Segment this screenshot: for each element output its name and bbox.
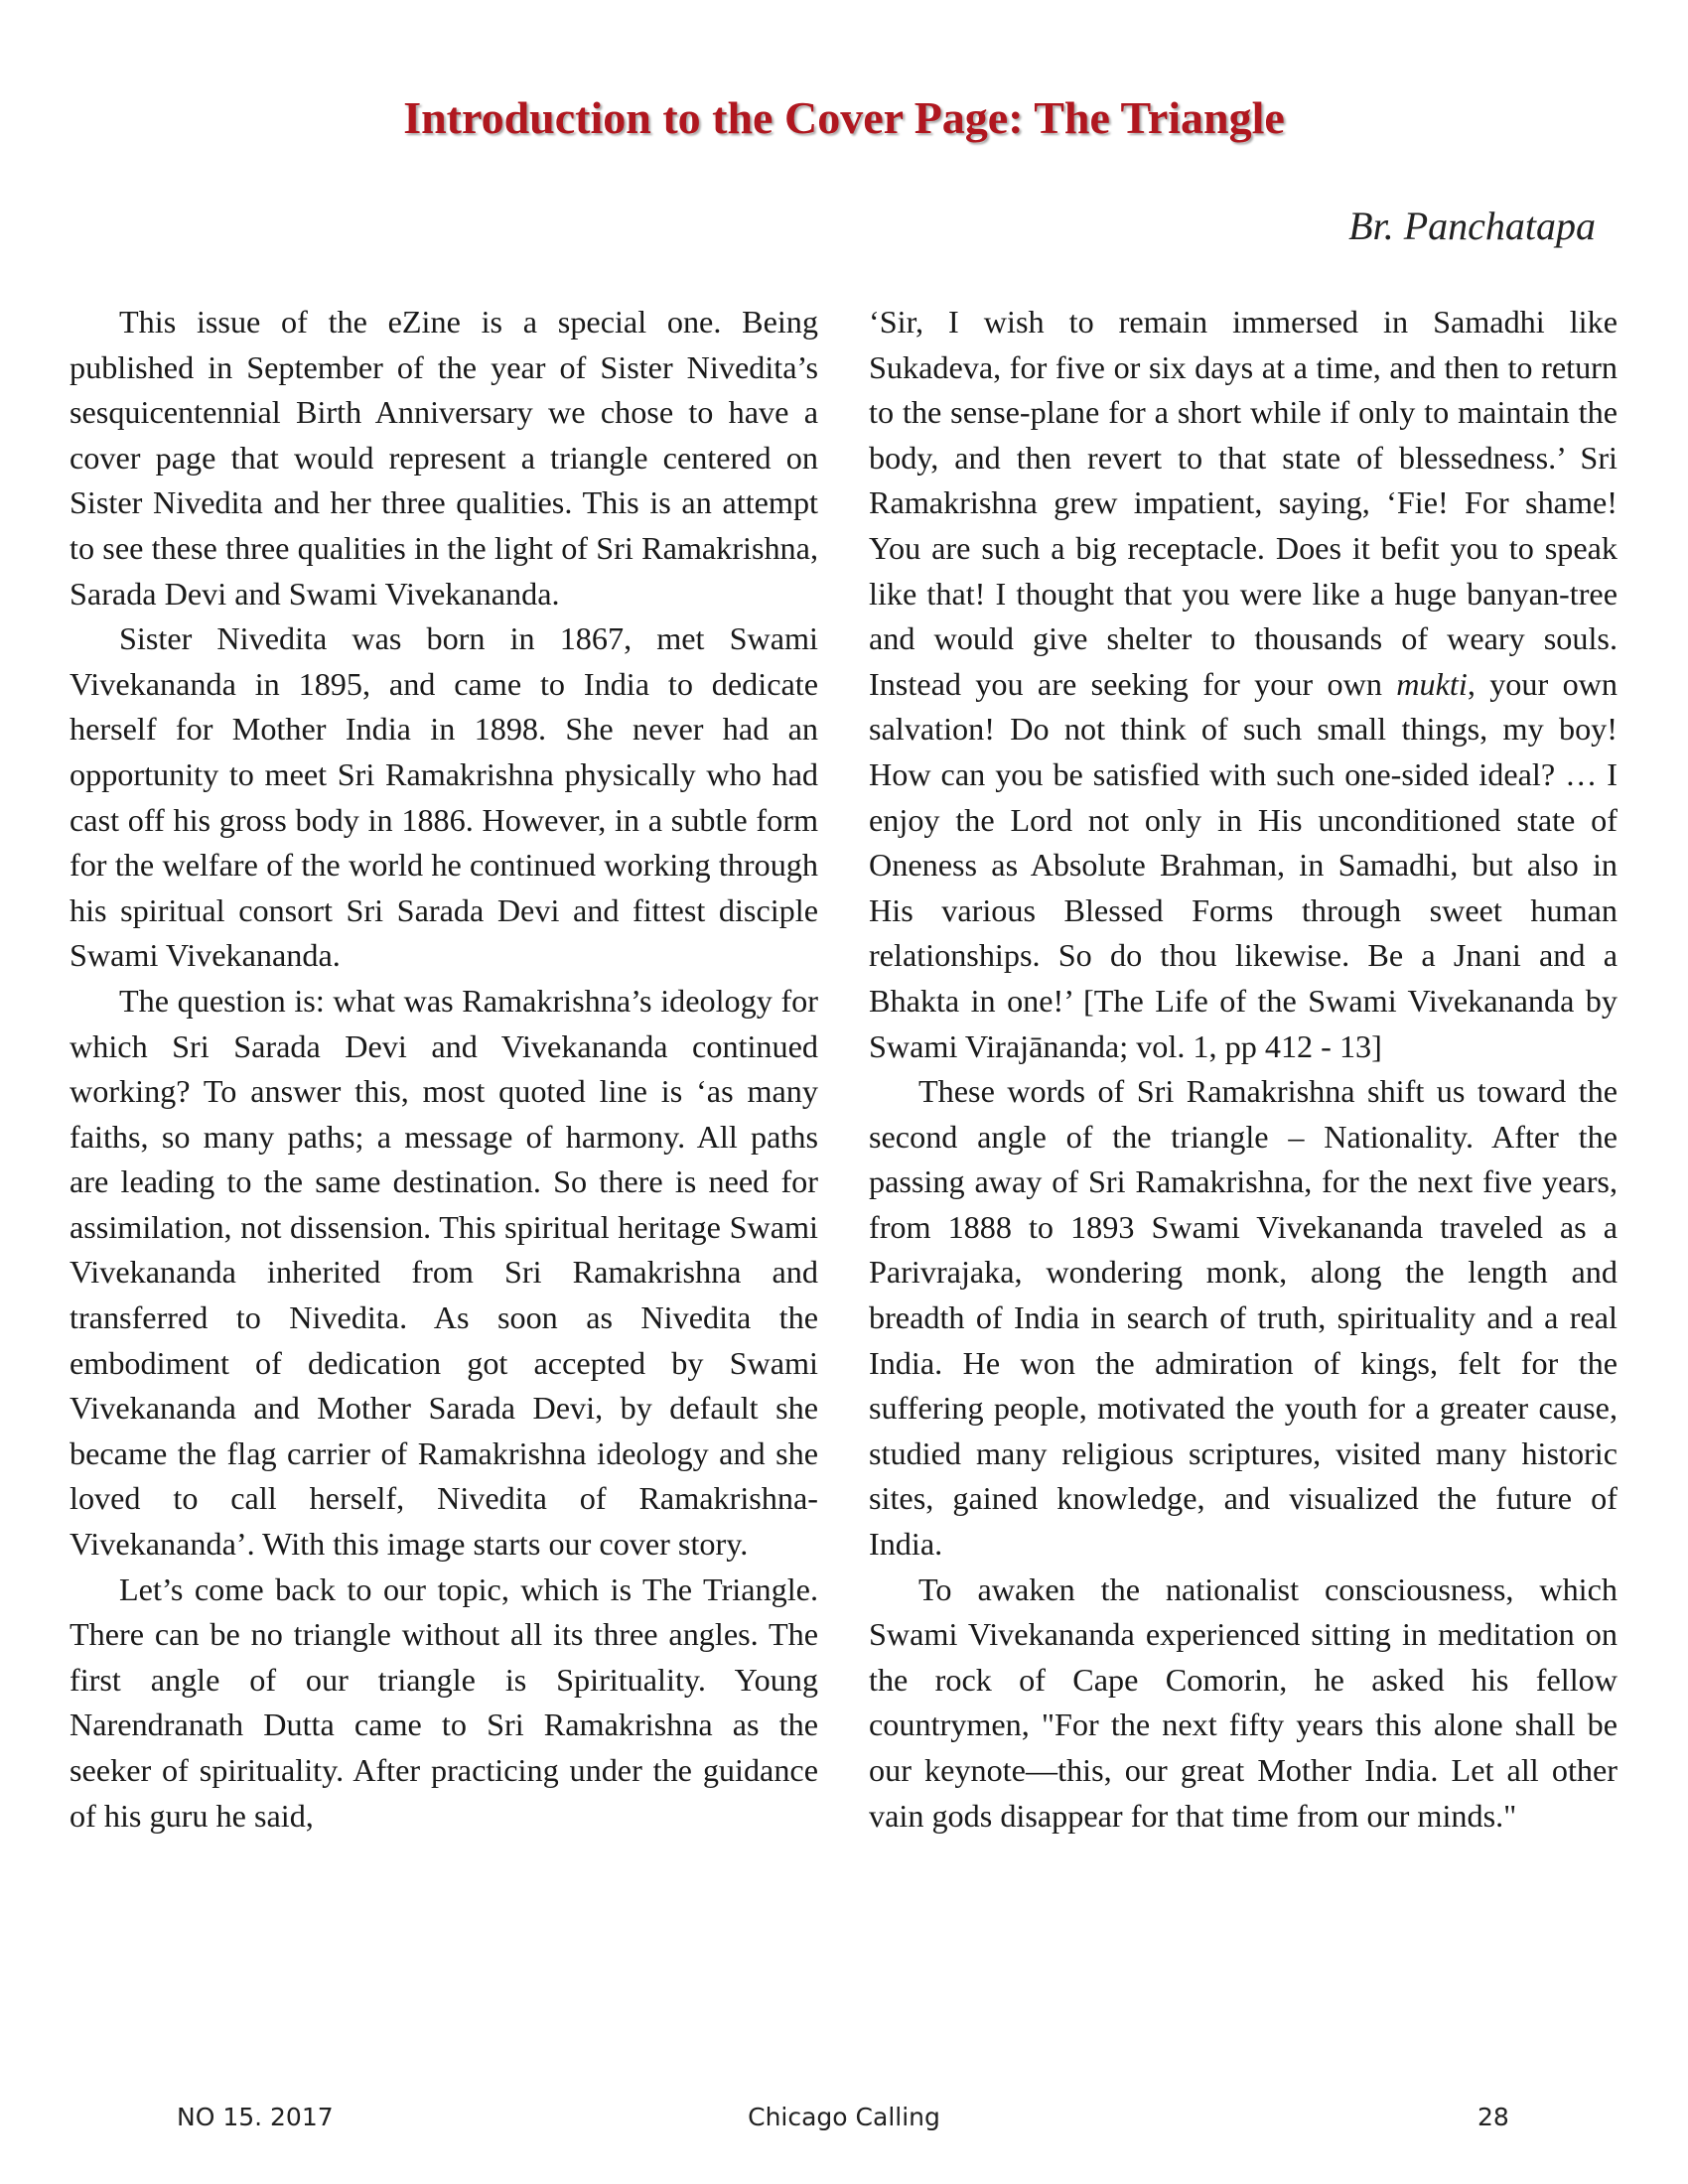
- paragraph: This issue of the eZine is a special one. Being published in September of the year of Sister Nivedita’s sesquicentennial Birth Anniversary we chose to have a cover page that would represent a triangle centered on Sister Nivedita and her three qualities. This is an attempt to see these three qualities in the light of Sri Ramakrishna, Sarada Devi and Swami Vivekananda.: [70, 304, 818, 612]
- page-title: Introduction to the Cover Page: The Triangle: [403, 92, 1285, 143]
- paragraph: These words of Sri Ramakrishna shift us toward the second angle of the triangle – Nationality. After the passing away of Sri Ramakrishna, for the next five years, from 1888 to 1893 Swami Vivekananda traveled as a Parivrajaka, wondering monk, along the length and breadth of India in search of truth, spirituality and a real India. He won the admiration of kings, felt for the suffering people, motivated the youth for a greater cause, studied many religious scriptures, visited many historic sites, gained knowledge, and visualized the future of India.: [869, 1073, 1618, 1563]
- paragraph: Let’s come back to our topic, which is The Triangle. There can be no triangle without all its three angles. The first angle of our triangle is Spirituality. Young Narendranath Dutta came to Sri Ramakrishna as the seeker of spirituality. After practicing under the guidance of his guru he said,: [70, 1570, 818, 1834]
- footer-page-number: 28: [1477, 2103, 1509, 2131]
- quote-paragraph: [869, 300, 1618, 1069]
- right-column: [869, 300, 1618, 1839]
- left-column: [70, 300, 818, 1839]
- quote-text-start: ‘Sir, I wish to remain immersed in Samadhi like Sukadeva, for five or six days at a time, and then to return to the sense-plane for a short while if only to maintain the body, and then revert to that state of blessedness.’ Sri Ramakrishna grew impatient, saying, ‘Fie! For shame! You are such a big receptacle. Does it befit you to speak like that! I thought that you were like a huge banyan-tree and would give shelter to thousands of weary souls. Instead you are seeking for your own: [869, 304, 1618, 702]
- paragraph: To awaken the nationalist consciousness, which Swami Vivekananda experienced sitting in meditation on the rock of Cape Comorin, he asked his fellow countrymen, "For the next fifty years this alone shall be our keynote—this, our great Mother India. Let all other vain gods disappear for that time from our minds.": [869, 1570, 1618, 1834]
- author-name: Br. Panchatapa: [1348, 204, 1596, 248]
- italic-term: mukti: [1396, 665, 1468, 702]
- paragraph: The question is: what was Ramakrishna’s ideology for which Sri Sarada Devi and Vivekananda continued working? To answer this, most quoted line is ‘as many faiths, so many paths; a message of harmony. All paths are leading to the same destination. So there is need for assimilation, not dissension. This spiritual heritage Swami Vivekananda inherited from Sri Ramakrishna and transferred to Nivedita. As soon as Nivedita the embodiment of dedication got accepted by Swami Vivekananda and Mother Sarada Devi, by default she became the flag carrier of Ramakrishna ideology and she loved to call herself, Nivedita of Ramakrishna-Vivekananda’. With this image starts our cover story.: [70, 982, 818, 1563]
- footer-issue: NO 15. 2017: [177, 2103, 334, 2131]
- paragraph: Sister Nivedita was born in 1867, met Swami Vivekananda in 1895, and came to India to dedicate herself for Mother India in 1898. She never had an opportunity to meet Sri Ramakrishna physically who had cast off his gross body in 1886. However, in a subtle form for the welfare of the world he continued working through his spiritual consort Sri Sarada Devi and fittest disciple Swami Vivekananda.: [70, 620, 818, 974]
- quote-text-end: , your own salvation! Do not think of such small things, my boy! How can you be satisfied with such one-sided ideal? … I enjoy the Lord not only in His unconditioned state of Oneness as Absolute Brahman, in Samadhi, but also in His various Blessed Forms through sweet human relationships. So do thou likewise. Be a Jnani and a Bhakta in one!’ [The Life of the Swami Vivekananda by Swami Virajānanda; vol. 1, pp 412 - 13]: [869, 665, 1618, 1064]
- footer-publication: Chicago Calling: [748, 2103, 940, 2131]
